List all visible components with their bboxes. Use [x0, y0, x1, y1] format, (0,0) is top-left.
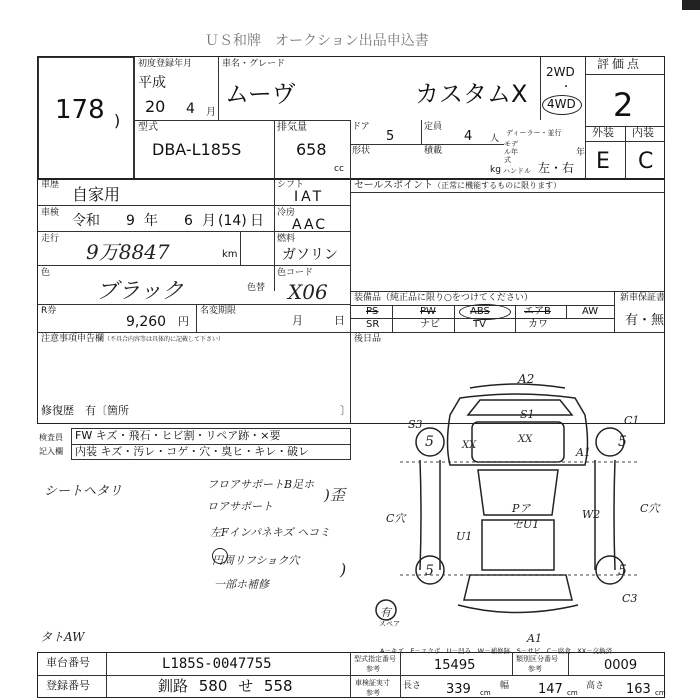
- equip-airbag: エアB: [524, 306, 551, 317]
- mileage-unit: km: [222, 249, 238, 260]
- ac-label: 冷房: [277, 208, 296, 218]
- tire-fl: 5: [425, 434, 434, 450]
- inspector-label-1: 検査員: [39, 433, 63, 442]
- inspection-label: 車検: [41, 208, 60, 218]
- inspection-year-unit: 年: [144, 213, 158, 229]
- mark-s3: S3: [408, 418, 423, 431]
- note-rust: 円周リフショク穴: [212, 554, 300, 567]
- height-unit: cm: [655, 689, 666, 697]
- note-seat: シートヘタリ: [44, 484, 123, 499]
- score-value: 2: [613, 86, 634, 124]
- dims-label: 車検証実寸: [355, 679, 390, 687]
- model-cert-label: 型式指定番号: [354, 655, 396, 663]
- model-year-label: モデル年式: [504, 140, 518, 164]
- plate-value: 釧路 580 せ 558: [158, 677, 293, 695]
- page-title: ＵＳ和牌 オークション出品申込書: [205, 33, 429, 49]
- repair-close: 〕: [340, 404, 351, 417]
- mark-c3: C3: [622, 592, 638, 605]
- model-year-unit: 年: [576, 148, 586, 158]
- history-label: 車歴: [41, 180, 60, 190]
- inspection-era: 令和: [72, 213, 100, 229]
- length-unit: cm: [480, 689, 491, 697]
- mark-a2: A2: [518, 372, 535, 386]
- color-code-label: 色コード: [277, 268, 314, 278]
- type-label: 型式: [138, 122, 158, 133]
- color-code-value: X06: [288, 280, 328, 304]
- plate-label: 登録番号: [46, 679, 90, 692]
- height-value: 163: [626, 682, 651, 697]
- chassis-value: L185S-0047755: [162, 656, 272, 672]
- warranty-value: 有・無: [625, 313, 665, 328]
- note-panel: 左Fインパネキズ ヘコミ: [210, 526, 331, 539]
- registration-month-unit: 月: [206, 107, 216, 118]
- tire-fr: 5: [618, 434, 627, 450]
- capacity-value: 4: [464, 129, 473, 144]
- inspection-day: (14): [218, 213, 247, 229]
- dealer-label: ディーラー・並行: [506, 129, 562, 137]
- equip-ps: PS: [366, 306, 379, 317]
- model-label: 車名・グレード: [222, 59, 286, 69]
- color-value: ブラック: [96, 279, 184, 304]
- corner-mark: [682, 0, 700, 10]
- inspector-row-1: FW キズ・飛石・ヒビ割・リペア跡・×要: [75, 429, 281, 442]
- history-value: 自家用: [72, 185, 121, 204]
- model-cert-sub: 参考: [366, 665, 380, 673]
- class-no-sub: 参考: [528, 665, 542, 673]
- equip-abs: ABS: [470, 306, 490, 317]
- fuel-label: 燃料: [277, 234, 296, 244]
- exterior-label: 外装: [592, 126, 614, 139]
- capacity-unit: 人: [490, 134, 500, 144]
- width-unit: cm: [567, 689, 578, 697]
- name-change-label: 名変期限: [200, 306, 237, 316]
- name-change-day: 日: [334, 314, 345, 327]
- shift-value: IAT: [294, 189, 325, 205]
- length-label: 長さ: [403, 681, 422, 691]
- doors-label: ドア: [352, 122, 370, 132]
- mark-xx-1: XX: [462, 440, 477, 451]
- registration-era: 平成: [138, 75, 166, 91]
- drive-4wd: 4WD: [547, 97, 576, 111]
- lot-paren: ): [114, 111, 121, 130]
- interior-label: 内装: [632, 126, 654, 139]
- mark-w2: W2: [582, 508, 601, 521]
- displacement-label: 排気量: [277, 122, 307, 133]
- height-label: 高さ: [586, 681, 605, 691]
- drive-2wd: 2WD: [546, 65, 575, 79]
- length-value: 339: [446, 682, 471, 697]
- load-label: 積載: [424, 146, 443, 156]
- repair-label: 修復歴 有〔箇所: [41, 404, 129, 417]
- inspection-year: 9: [126, 213, 135, 229]
- score-label: 評価点: [597, 57, 643, 71]
- note-aw: タトAW: [40, 630, 85, 644]
- tire-rl: 5: [425, 563, 434, 579]
- class-no-value: 0009: [604, 658, 638, 673]
- drive-dot: ・: [561, 82, 571, 93]
- after-market-label: 後日品: [354, 334, 382, 344]
- width-label: 幅: [500, 681, 510, 691]
- doors-value: 5: [386, 129, 395, 144]
- capacity-label: 定員: [424, 122, 443, 132]
- load-unit: kg: [490, 165, 501, 175]
- registration-year: 20: [145, 97, 166, 116]
- note-bracket: )歪: [324, 486, 345, 504]
- name-change-month: 月: [292, 314, 303, 327]
- inspector-label-2: 記入欄: [39, 447, 63, 456]
- color-label: 色: [41, 268, 51, 278]
- recycle-label: R券: [41, 306, 57, 316]
- mileage-value: 9万8847: [86, 240, 170, 264]
- mileage-label: 走行: [41, 234, 60, 244]
- spare-label: スペア: [379, 620, 400, 628]
- handle-value: 左・右: [538, 161, 575, 175]
- inspector-row-2: 内装 キズ・汚レ・コゲ・穴・臭ヒ・キレ・破レ: [75, 445, 310, 458]
- type-value: DBA-L185S: [152, 140, 242, 159]
- inspection-month-unit: 月: [202, 213, 216, 229]
- note-floor-support: フロアサポートB足ホ: [207, 478, 315, 491]
- recycle-value: 9,260: [126, 314, 167, 330]
- mark-u1: U1: [456, 530, 473, 543]
- spare-mark: 有: [380, 606, 391, 619]
- damage-legend: A－キズ E－エクボ U－凹み W－補修跡 S－サビ C－腐食 XX－交換済: [380, 647, 613, 655]
- interior-value: C: [638, 149, 654, 174]
- dims-sub: 参考: [366, 689, 380, 697]
- model-grade: カスタムX: [415, 80, 528, 108]
- mark-c-left: C穴: [386, 512, 406, 525]
- exterior-value: E: [596, 149, 610, 174]
- notes-label: 注意事項申告欄（不具合内容等は具体的に記載して下さい）: [41, 334, 225, 344]
- equip-sr: SR: [366, 319, 380, 330]
- inspection-day-unit: 日: [250, 213, 264, 229]
- shift-label: シフト: [277, 180, 305, 190]
- mark-c-right: C穴: [640, 502, 660, 515]
- inspection-month: 6: [184, 213, 193, 229]
- lot-number: 178: [55, 95, 105, 125]
- mark-pu-u1: PアセU1: [512, 502, 540, 531]
- equip-navi: ナビ: [420, 319, 440, 330]
- registration-month: 4: [186, 101, 195, 117]
- note-repair: 一部ホ補修: [214, 578, 269, 591]
- tire-rr: 5: [618, 563, 627, 579]
- ac-value: AAC: [292, 217, 328, 233]
- fuel-value: ガソリン: [282, 247, 338, 263]
- model-name: ムーヴ: [225, 80, 296, 108]
- mark-xx-2: XX: [518, 434, 533, 445]
- displacement-unit: cc: [334, 164, 344, 174]
- equip-tv: TV: [473, 319, 486, 330]
- warranty-label: 新車保証書: [620, 293, 666, 303]
- displacement-value: 658: [296, 140, 327, 159]
- mark-a1-bottom: A1: [527, 632, 542, 645]
- equip-aw: AW: [582, 306, 599, 317]
- equip-pw: PW: [420, 306, 436, 317]
- class-no-label: 類別区分番号: [516, 655, 558, 663]
- mark-a1-right: A1: [576, 446, 591, 459]
- mark-s1: S1: [520, 408, 535, 421]
- model-cert-value: 15495: [434, 658, 476, 673]
- equipment-label: 装備品（純正品に限り○をつけてください）: [354, 293, 533, 303]
- mark-c1: C1: [624, 414, 640, 427]
- chassis-label: 車台番号: [46, 656, 90, 669]
- paint-label: 色替: [247, 283, 266, 293]
- note-paren: ): [340, 560, 347, 579]
- recycle-unit: 円: [178, 315, 189, 328]
- equip-leather: カワ: [528, 319, 548, 330]
- sales-point-label: セールスポイント（正常に機能するものに限ります）: [354, 180, 562, 191]
- handle-label: ハンドル: [503, 167, 531, 175]
- width-value: 147: [538, 682, 563, 697]
- registration-label: 初度登録年月: [138, 59, 193, 69]
- shape-label: 形状: [352, 146, 371, 156]
- note-lower-support: ロアサポート: [207, 500, 273, 513]
